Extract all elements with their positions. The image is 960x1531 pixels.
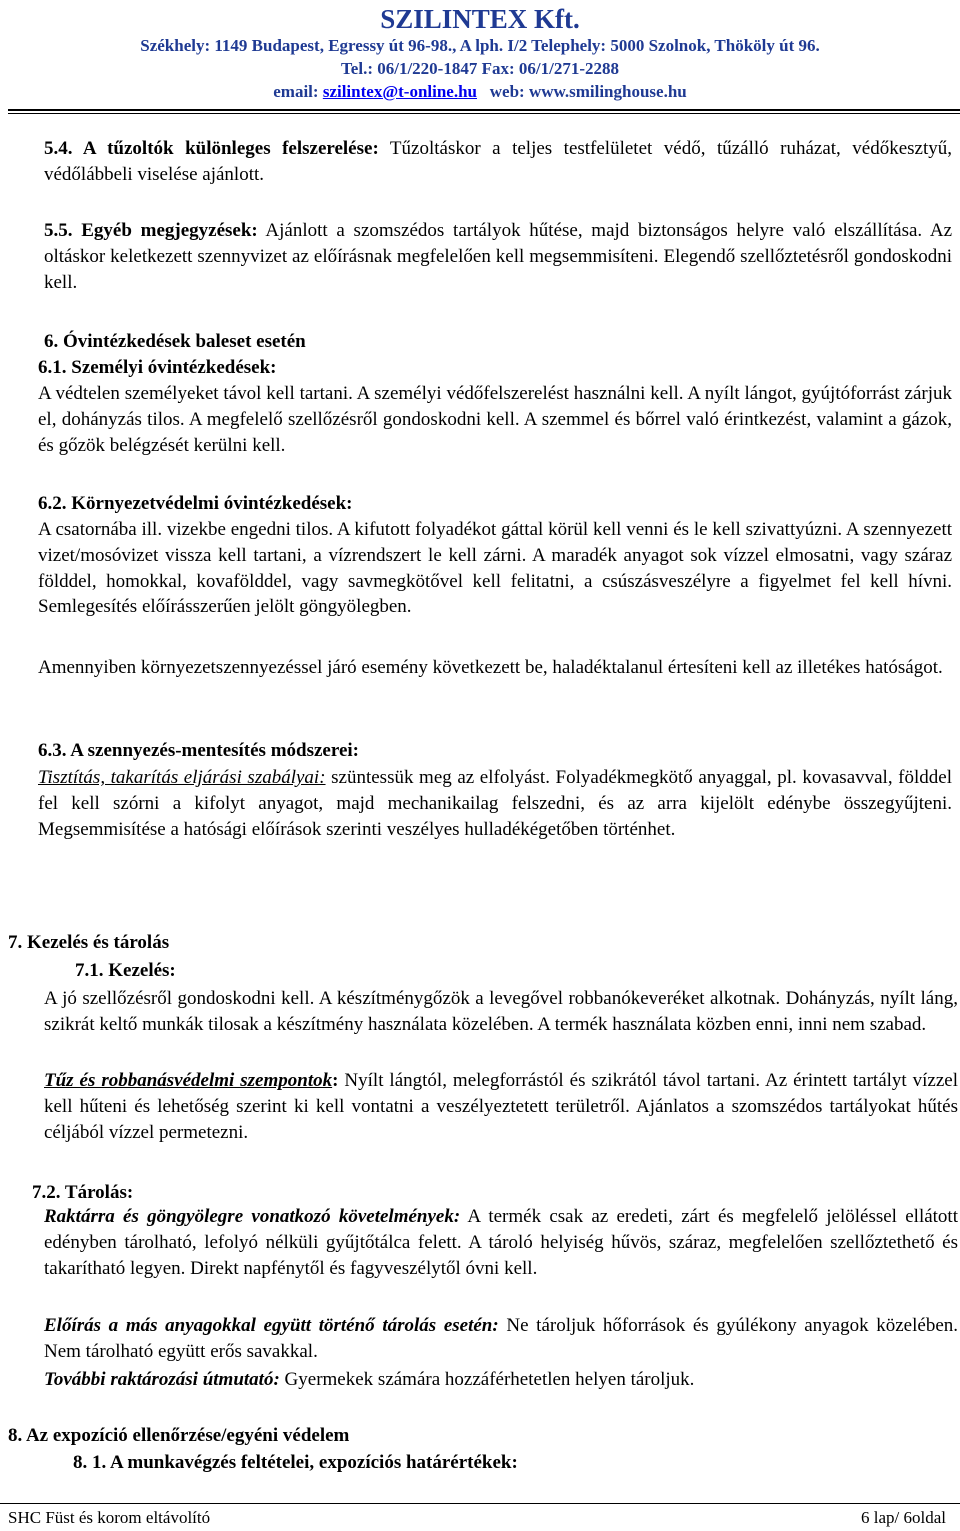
section-5-5-heading: 5.5. Egyéb megjegyzések: <box>44 220 258 241</box>
section-6-1-heading: 6.1. Személyi óvintézkedések: <box>38 357 277 378</box>
section-7-2-heading: 7.2. Tárolás: <box>32 1182 134 1203</box>
section-6-2-heading: 6.2. Környezetvédelmi óvintézkedések: <box>38 493 353 514</box>
company-phone: Tel.: 06/1/220-1847 Fax: 06/1/271-2288 <box>341 59 619 78</box>
p3-text: Gyermekek számára hozzáférhetetlen helyen tároljuk. <box>279 1369 695 1390</box>
section-5-5-text: Ajánlott a szomszédos tartályok hűtése, majd biztonságos helyre való elszállítása. Az oltáskor keletkezett szennyvizet az előírásnak megfelelően kell megsemmisíteni. Elegendő szellőztetésről gondoskodni kell. <box>44 220 953 293</box>
section-7-1-fire <box>44 1068 958 1145</box>
company-name: SZILINTEX Kft. <box>380 4 580 34</box>
section-8-1-heading: 8. 1. A munkavégzés feltételei, expozíciós határértékek: <box>73 1452 518 1473</box>
p3-label: További raktározási útmutató: <box>44 1369 280 1390</box>
section-5-5 <box>44 218 952 295</box>
section-7-2-p3 <box>44 1367 958 1393</box>
company-address: Székhely: 1149 Budapest, Egressy út 96-98., A lph. I/2 Telephely: 5000 Szolnok, Thököly út 96. <box>140 36 820 55</box>
company-contact <box>0 82 960 102</box>
fire-label: Tűz és robbanásvédelmi szempontok <box>44 1070 333 1091</box>
section-6-2-text: A csatornába ill. vizekbe engedni tilos. A kifutott folyadékot gáttal körül kell venni és le kell szivattyúzni. A szennyezett vizet/mosóvizet vissza kell tartani, a vízrendszert le kell zárni. A maradék anyagot sok vízzel elmosatni, vagy száraz földdel, homokkal, kovafölddel, vagy savmegkötővel kell felitatni, a csúszásveszélyre a figyelmet fel kell hívni. Semlegesítés előírásszerűen jelölt göngyölegben. <box>38 519 952 618</box>
header-rule-thick <box>8 109 960 111</box>
section-6-3-text: szüntessük meg az elfolyást. Folyadékmegkötő anyaggal, pl. kovasavval, földdel fel kell szórni a kifolyt anyagot, majd mechanikailag felszedni, és az arra kijelölt edénybe összegyűjteni. Megsemmisítése a hatósági előírások szerinti veszélyes hulladékégetőben történhet. <box>38 767 952 840</box>
footer-page: 6 lap/ 6oldal <box>861 1508 946 1527</box>
header-rule-thin <box>8 113 960 114</box>
section-6-2-text2: Amennyiben környezetszennyezéssel járó esemény következett be, haladéktalanul értesíteni kell az illetékes hatóságot. <box>38 657 943 678</box>
section-6-heading: 6. Óvintézkedések baleset esetén <box>44 331 306 352</box>
email-link[interactable]: szilintex@t-online.hu <box>322 82 478 101</box>
section-6-1-text: A védtelen személyeket távol kell tartani. A személyi védőfelszerelést használni kell. A nyílt lángot, gyújtóforrást zárjuk el, dohányzás tilos. A megfelelő szellőzésről gondoskodni kell. A szemmel és bőrrel való érintkezést, valamint a gázok, és gőzök belégzését kerülni kell. <box>38 383 952 456</box>
web-address <box>477 82 687 101</box>
section-5-4-text: Tűzoltáskor a teljes testfelületet védő, tűzálló ruházat, védőkesztyű, védőlábbeli viselése ajánlott. <box>44 138 952 185</box>
footer-product: SHC Füst és korom eltávolító <box>8 1508 211 1527</box>
web-text: web: www.smilinghouse.hu <box>489 82 687 101</box>
email-label: email: <box>273 82 323 101</box>
p2-label: Előírás a más anyagokkal együtt történő tárolás esetén: <box>44 1315 499 1336</box>
section-7-1-heading: 7.1. Kezelés: <box>75 960 176 981</box>
fire-text: Nyílt lángtól, melegforrástól és szikrától távol tartani. Az érintett tartályt vízzel kell hűteni és lehetőség szerint ki kell vontatni a veszélyeztetett területről. Ajánlatos a szomszédos tartályokat hűtés céljából vízzel permetezni. <box>44 1070 959 1143</box>
fire-colon: : <box>332 1070 339 1091</box>
section-6-3-text-block <box>38 765 952 842</box>
section-8-heading: 8. Az expozíció ellenőrzése/egyéni védelem <box>8 1425 350 1446</box>
section-5-4 <box>44 136 952 188</box>
p1-text: A termék csak az eredeti, zárt és megfelelő jelöléssel ellátott edényben tárolható, lefolyó nélküli gyűjtőtálca felett. A tároló helyiség hűvös, száraz, megfelelően szellőztethető és takarítható legyen. Direkt napfénytől és fagyveszélytől óvni kell. <box>44 1206 958 1279</box>
footer-rule <box>0 1503 960 1504</box>
section-7-heading: 7. Kezelés és tárolás <box>8 932 170 953</box>
section-7-1-text: A jó szellőzésről gondoskodni kell. A készítménygőzök a levegővel robbanókeveréket alkotnak. Dohányzás, nyílt láng, szikrát keltő munkák tilosak a készítmény használata közelében. A termék használata közben enni, inni nem szabad. <box>44 988 958 1035</box>
section-6-3-label: Tisztítás, takarítás eljárási szabályai: <box>38 767 326 788</box>
section-6-3-heading: 6.3. A szennyezés-mentesítés módszerei: <box>38 740 359 761</box>
p1-label: Raktárra és göngyölegre vonatkozó követelmények: <box>44 1206 461 1227</box>
section-7-2-p2 <box>44 1313 958 1365</box>
section-5-4-heading: 5.4. A tűzoltók különleges felszerelése: <box>44 138 379 159</box>
section-7-2-p1 <box>44 1204 958 1281</box>
p2-text: Ne tároljuk hőforrások és gyúlékony anyagok közelében. Nem tárolható együtt erős savakkal. <box>44 1315 958 1362</box>
